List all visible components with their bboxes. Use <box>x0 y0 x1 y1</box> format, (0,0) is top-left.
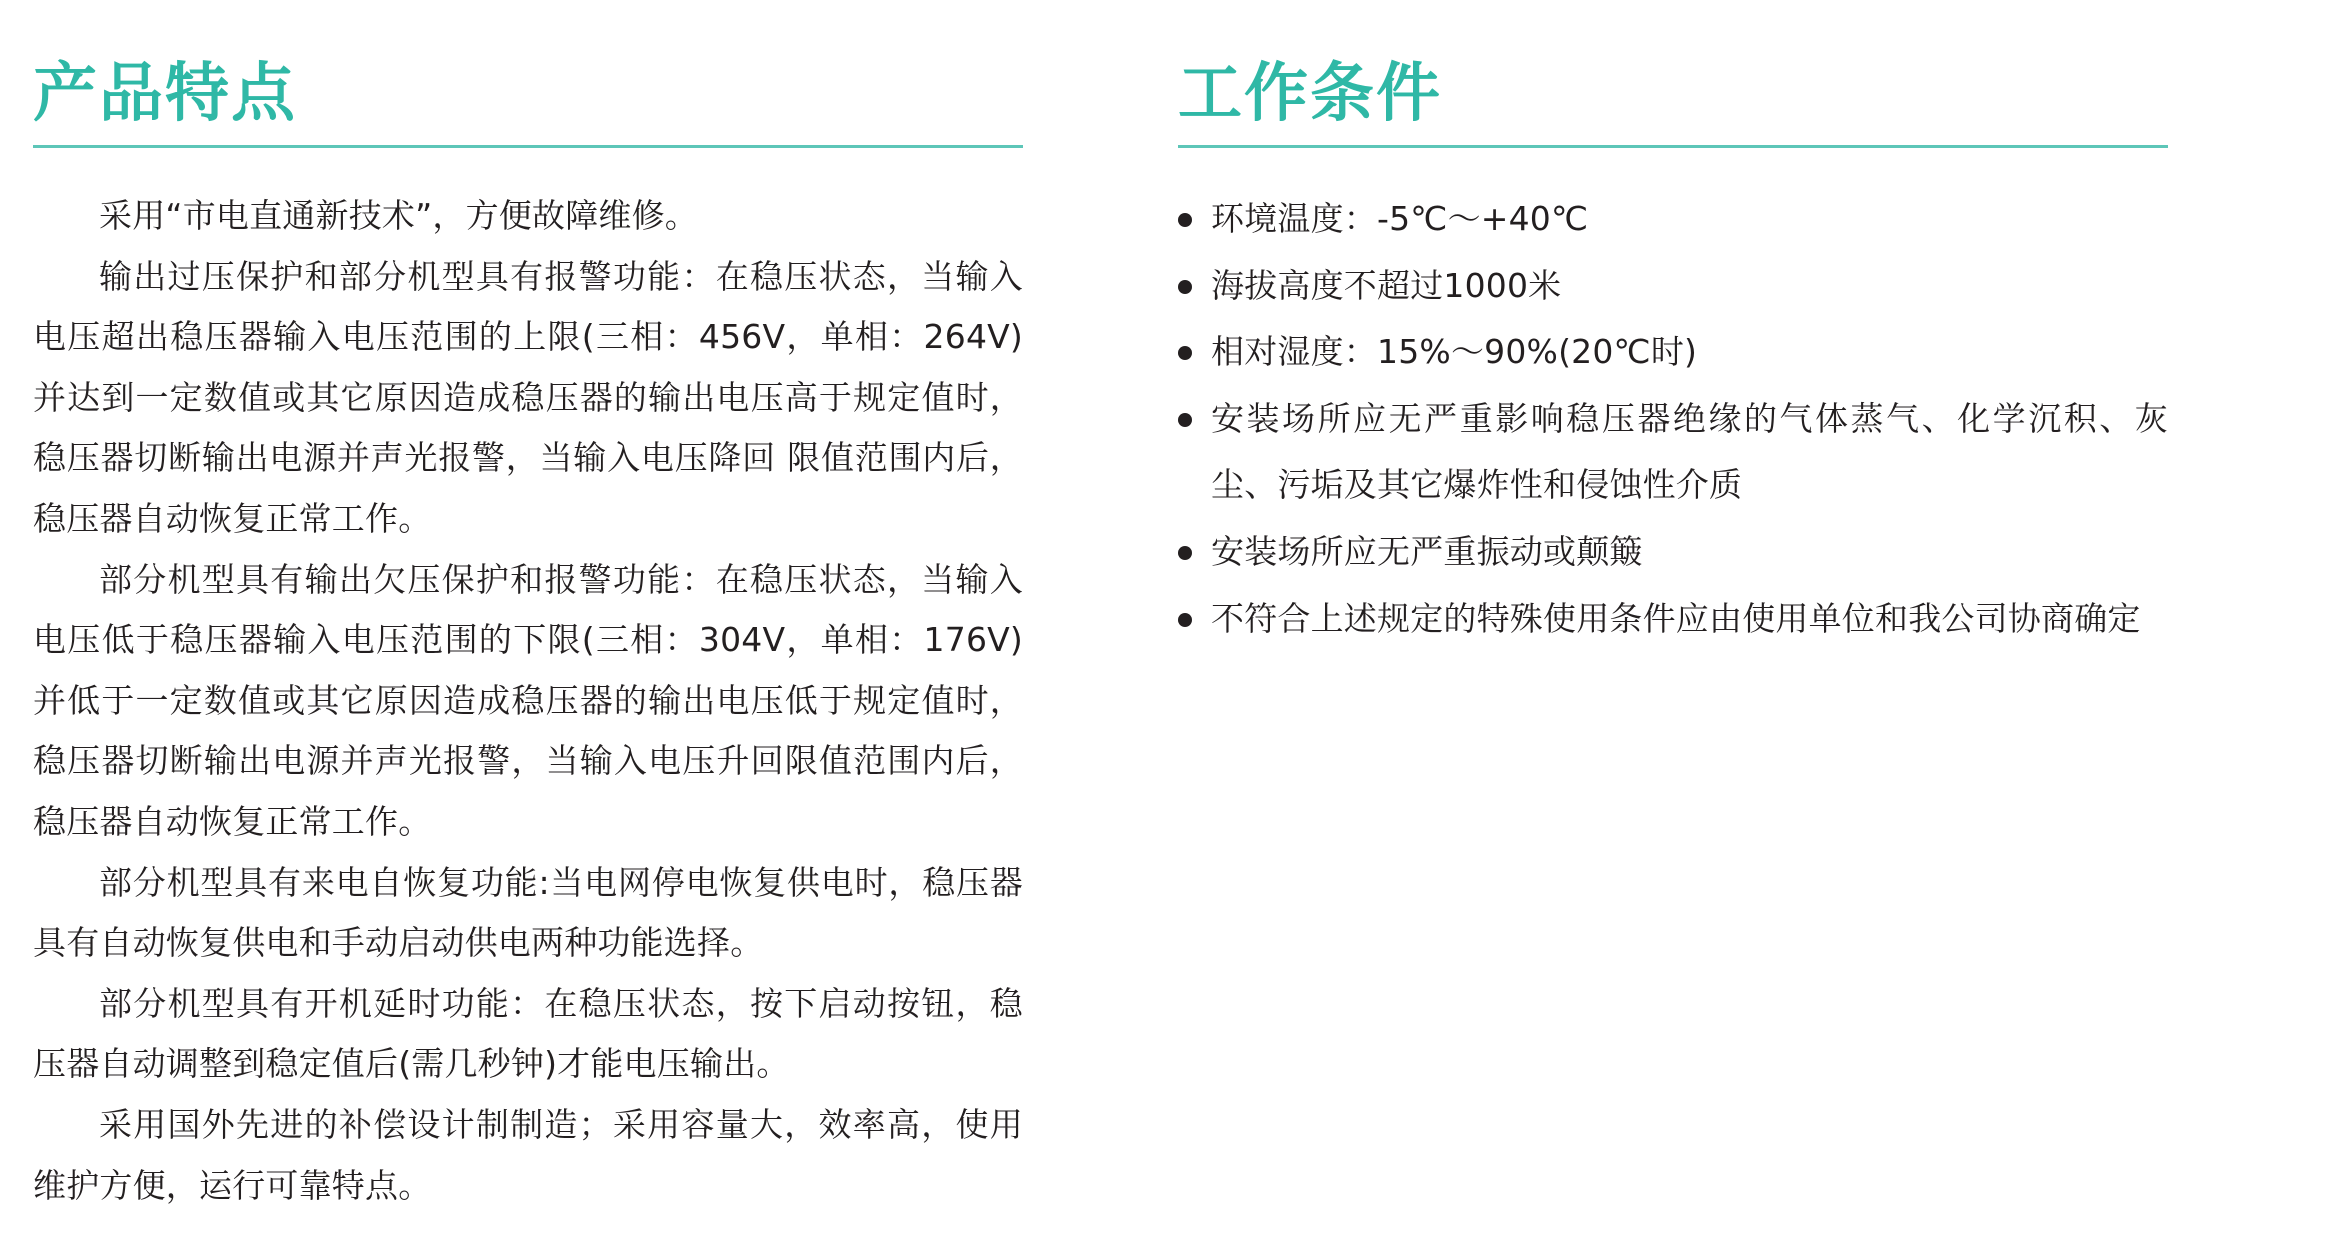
product-features-section <box>33 58 1023 1216</box>
condition-text: 安装场所应无严重振动或颠簸 <box>1211 531 1643 571</box>
feature-paragraph: 部分机型具有开机延时功能：在稳压状态，按下启动按钮，稳压器自动调整到稳定值后(需几秒钟)才能电压输出。 <box>33 983 1023 1084</box>
working-conditions-title: 工作条件 <box>1178 57 1442 131</box>
product-features-body <box>33 186 1023 1216</box>
working-conditions-section <box>1178 58 2168 652</box>
product-features-divider <box>33 145 1023 148</box>
condition-item <box>1178 519 2168 586</box>
working-conditions-divider <box>1178 145 2168 148</box>
condition-item <box>1178 186 2168 253</box>
condition-text: 相对湿度：15%～90%(20℃时) <box>1211 332 1698 372</box>
condition-text: 安装场所应无严重影响稳压器绝缘的气体蒸气、化学沉积、灰尘、污垢及其它爆炸性和侵蚀性介质 <box>1211 398 2168 505</box>
condition-item <box>1178 386 2168 519</box>
feature-paragraph: 输出过压保护和部分机型具有报警功能：在稳压状态，当输入电压超出稳压器输入电压范围的上限(三相：456V，单相：264V)并达到一定数值或其它原因造成稳压器的输出电压高于规定值时，稳压器切断输出电源并声光报警，当输入电压降回 限值范围内后，稳压器自动恢复正常工作。 <box>33 256 1023 538</box>
condition-item <box>1178 319 2168 386</box>
bullet-icon <box>1178 413 1192 427</box>
bullet-icon <box>1178 213 1192 227</box>
feature-paragraph: 部分机型具有来电自恢复功能:当电网停电恢复供电时，稳压器具有自动恢复供电和手动启动供电两种功能选择。 <box>33 862 1023 963</box>
bullet-icon <box>1178 546 1192 560</box>
working-conditions-list <box>1178 186 2168 652</box>
condition-text: 海拔高度不超过1000米 <box>1211 265 1562 305</box>
condition-item <box>1178 586 2168 653</box>
feature-paragraph: 采用国外先进的补偿设计制制造；采用容量大，效率高，使用维护方便，运行可靠特点。 <box>33 1104 1023 1205</box>
condition-text: 环境温度：-5℃～+40℃ <box>1211 199 1589 238</box>
bullet-icon <box>1178 280 1192 294</box>
condition-item <box>1178 253 2168 320</box>
bullet-icon <box>1178 613 1192 627</box>
bullet-icon <box>1178 346 1192 360</box>
product-features-title: 产品特点 <box>33 57 297 131</box>
condition-text: 不符合上述规定的特殊使用条件应由使用单位和我公司协商确定 <box>1211 598 2141 638</box>
feature-paragraph: 采用“市电直通新技术”，方便故障维修。 <box>99 196 698 235</box>
feature-paragraph: 部分机型具有输出欠压保护和报警功能：在稳压状态，当输入电压低于稳压器输入电压范围的下限(三相：304V，单相：176V)并低于一定数值或其它原因造成稳压器的输出电压低于规定值时，稳压器切断输出电源并声光报警，当输入电压升回限值范围内后，稳压器自动恢复正常工作。 <box>33 559 1023 841</box>
